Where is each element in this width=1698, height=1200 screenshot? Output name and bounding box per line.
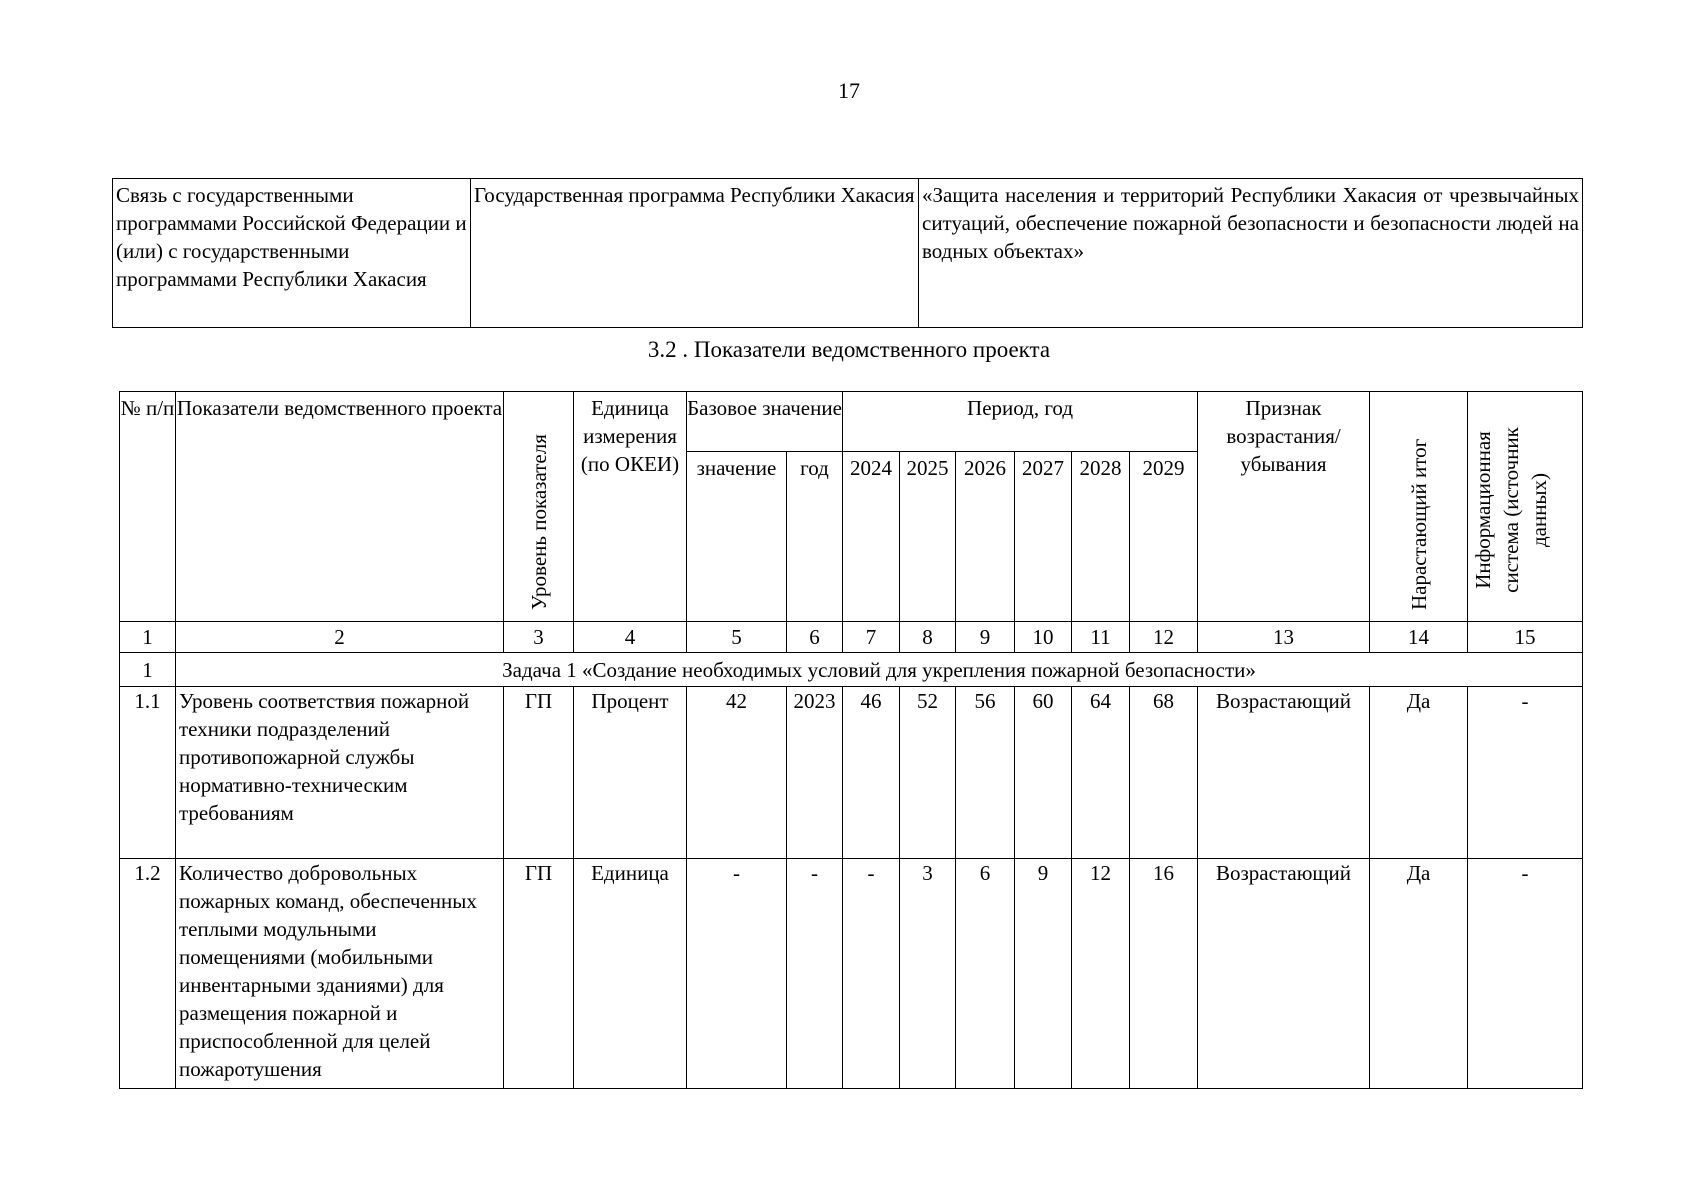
column-number: 9: [956, 622, 1015, 653]
row-cumulative: Да: [1370, 687, 1468, 859]
column-number: 14: [1370, 622, 1468, 653]
row-trend: Возрастающий: [1198, 687, 1370, 859]
header-year: 2026: [956, 452, 1015, 622]
header-indicator: Показатели ведомственного проекта: [176, 392, 504, 622]
column-number: 11: [1072, 622, 1130, 653]
program-type: Государственная программа Республики Хакасия: [471, 179, 919, 328]
header-year: 2025: [900, 452, 956, 622]
row-year-value: 3: [900, 859, 956, 1089]
header-base-value: значение: [687, 452, 787, 622]
column-number: 5: [687, 622, 787, 653]
header-year: 2024: [843, 452, 900, 622]
header-cumulative: [1370, 392, 1468, 622]
row-year-value: 68: [1130, 687, 1198, 859]
column-number: 1: [120, 622, 176, 653]
program-link-label: Связь с государственными программами Российской Федерации и (или) с государственными программами Республики Хакасия: [113, 179, 471, 328]
section-title: 3.2 . Показатели ведомственного проекта: [647, 337, 1051, 362]
column-number: 4: [574, 622, 687, 653]
row-indicator-name: Уровень соответствия пожарной техники подразделений противопожарной службы нормативно-техническим требованиям: [176, 687, 504, 859]
row-level: ГП: [504, 859, 574, 1089]
table-row: [120, 687, 1583, 859]
indicators-table: [119, 391, 1583, 1089]
row-year-value: 6: [956, 859, 1015, 1089]
row-info-system: -: [1468, 859, 1583, 1089]
header-base-year: год: [787, 452, 843, 622]
header-year: 2028: [1072, 452, 1130, 622]
row-year-value: 46: [843, 687, 900, 859]
column-number: 8: [900, 622, 956, 653]
header-num: № п/п: [120, 392, 176, 622]
column-number: 12: [1130, 622, 1198, 653]
row-year-value: 12: [1072, 859, 1130, 1089]
row-unit: Процент: [574, 687, 687, 859]
row-year-value: 64: [1072, 687, 1130, 859]
column-number: 15: [1468, 622, 1583, 653]
task-row: [120, 653, 1583, 687]
row-indicator-name: Количество добровольных пожарных команд, обеспеченных теплыми модульными помещениями (мобильными инвентарными зданиями) для размещения пожарной и приспособленной для целей пожаротушения: [176, 859, 504, 1089]
column-numbers-row: [120, 622, 1583, 653]
header-info-system: [1468, 392, 1583, 622]
column-number: 2: [176, 622, 504, 653]
program-link-table: [112, 178, 1583, 328]
header-year: 2027: [1015, 452, 1072, 622]
header-info-system-text: Информационная система (источник данных): [1471, 427, 1552, 593]
row-year-value: 52: [900, 687, 956, 859]
row-base-year: -: [787, 859, 843, 1089]
header-unit: Единица измерения (по ОКЕИ): [574, 392, 687, 622]
program-name: «Защита населения и территорий Республики Хакасия от чрезвычайных ситуаций, обеспечение пожарной безопасности и безопасности людей на водных объектах»: [919, 179, 1583, 328]
header-level-text: Уровень показателя: [526, 434, 551, 610]
column-number: 3: [504, 622, 574, 653]
row-num: 1.1: [120, 687, 176, 859]
column-number: 13: [1198, 622, 1370, 653]
row-year-value: -: [843, 859, 900, 1089]
row-level: ГП: [504, 687, 574, 859]
row-info-system: -: [1468, 687, 1583, 859]
page-number: 17: [838, 78, 860, 103]
row-unit: Единица: [574, 859, 687, 1089]
header-trend: Признак возрастания/ убывания: [1198, 392, 1370, 622]
row-base-year: 2023: [787, 687, 843, 859]
header-period: Период, год: [843, 392, 1198, 452]
task-title: Задача 1 «Создание необходимых условий для укрепления пожарной безопасности»: [176, 653, 1583, 687]
column-number: 10: [1015, 622, 1072, 653]
table-row: [120, 859, 1583, 1089]
row-base-value: 42: [687, 687, 787, 859]
column-number: 6: [787, 622, 843, 653]
column-number: 7: [843, 622, 900, 653]
row-cumulative: Да: [1370, 859, 1468, 1089]
header-year: 2029: [1130, 452, 1198, 622]
row-year-value: 60: [1015, 687, 1072, 859]
row-num: 1.2: [120, 859, 176, 1089]
header-base: Базовое значение: [687, 392, 843, 452]
row-year-value: 56: [956, 687, 1015, 859]
row-base-value: -: [687, 859, 787, 1089]
task-num: 1: [120, 653, 176, 687]
row-trend: Возрастающий: [1198, 859, 1370, 1089]
row-year-value: 9: [1015, 859, 1072, 1089]
header-level: [504, 392, 574, 622]
row-year-value: 16: [1130, 859, 1198, 1089]
header-cumulative-text: Нарастающий итог: [1406, 438, 1431, 610]
